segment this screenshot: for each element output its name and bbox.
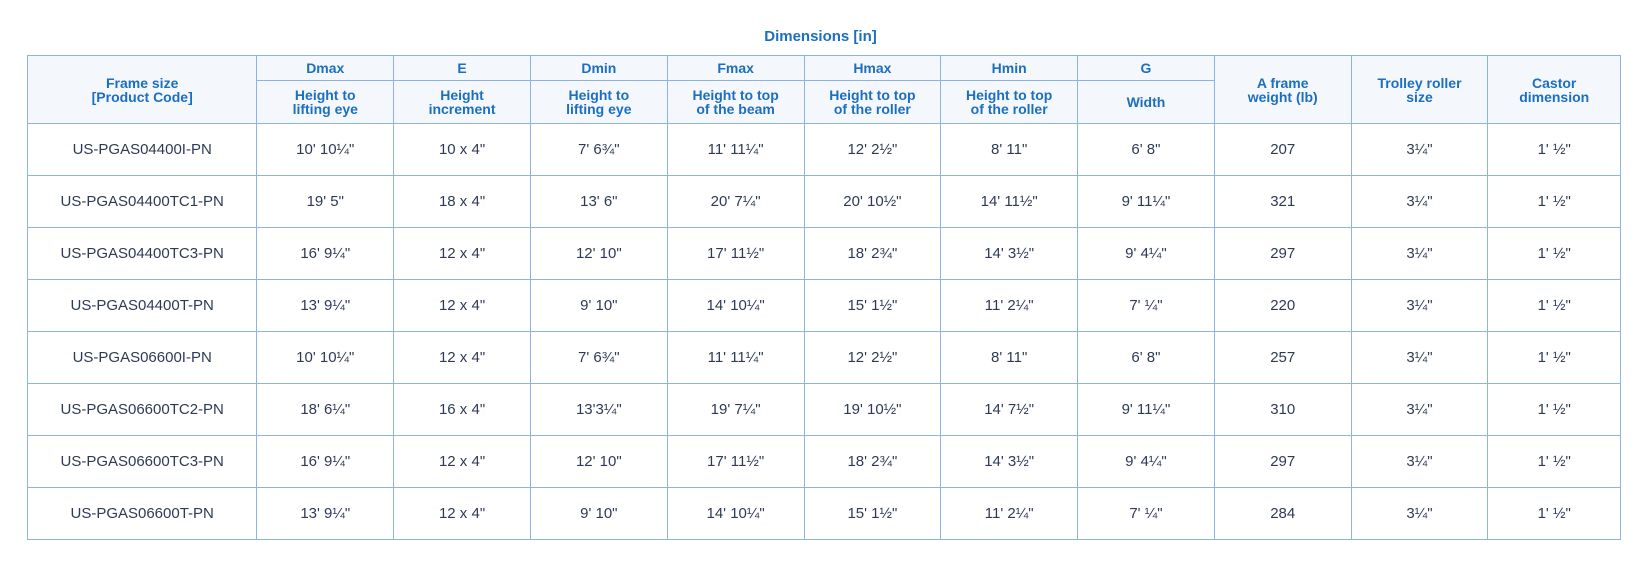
cell-castor: 1' ½" xyxy=(1488,436,1621,488)
cell-fmax: 14' 10¼" xyxy=(667,280,804,332)
cell-weight: 284 xyxy=(1214,488,1351,540)
cell-weight: 310 xyxy=(1214,384,1351,436)
header-desc-dmax: Height to lifting eye xyxy=(257,81,394,124)
cell-dmin: 7' 6¾" xyxy=(530,332,667,384)
cell-product-code: US-PGAS04400T-PN xyxy=(28,280,257,332)
cell-roller: 3¼" xyxy=(1351,228,1488,280)
cell-g: 7' ¼" xyxy=(1078,488,1215,540)
cell-dmin: 13' 6" xyxy=(530,176,667,228)
table-body xyxy=(28,124,1621,540)
cell-roller: 3¼" xyxy=(1351,280,1488,332)
cell-hmin: 14' 11½" xyxy=(941,176,1078,228)
cell-weight: 321 xyxy=(1214,176,1351,228)
cell-hmin: 8' 11" xyxy=(941,332,1078,384)
table-header xyxy=(28,56,1621,124)
cell-fmax: 20' 7¼" xyxy=(667,176,804,228)
cell-hmax: 15' 1½" xyxy=(804,488,941,540)
cell-product-code: US-PGAS06600TC3-PN xyxy=(28,436,257,488)
header-symbol-e: E xyxy=(394,56,531,81)
cell-hmax: 18' 2¾" xyxy=(804,436,941,488)
cell-dmax: 19' 5" xyxy=(257,176,394,228)
cell-roller: 3¼" xyxy=(1351,124,1488,176)
cell-roller: 3¼" xyxy=(1351,176,1488,228)
table-row xyxy=(28,384,1621,436)
cell-hmin: 8' 11" xyxy=(941,124,1078,176)
cell-e: 12 x 4" xyxy=(394,436,531,488)
cell-e: 12 x 4" xyxy=(394,488,531,540)
table-row xyxy=(28,280,1621,332)
cell-fmax: 11' 11¼" xyxy=(667,124,804,176)
cell-product-code: US-PGAS04400TC3-PN xyxy=(28,228,257,280)
cell-dmax: 13' 9¼" xyxy=(257,280,394,332)
cell-fmax: 17' 11½" xyxy=(667,436,804,488)
cell-fmax: 19' 7¼" xyxy=(667,384,804,436)
header-row-symbols xyxy=(28,56,1621,81)
header-trolley-roller-size: Trolley roller size xyxy=(1351,56,1488,124)
header-desc-dmin: Height to lifting eye xyxy=(530,81,667,124)
cell-weight: 297 xyxy=(1214,228,1351,280)
header-desc-fmax: Height to top of the beam xyxy=(667,81,804,124)
dimensions-title: Dimensions [in] xyxy=(764,28,877,45)
dimensions-table xyxy=(27,55,1621,540)
cell-castor: 1' ½" xyxy=(1488,176,1621,228)
cell-castor: 1' ½" xyxy=(1488,228,1621,280)
cell-product-code: US-PGAS06600TC2-PN xyxy=(28,384,257,436)
cell-hmin: 14' 3½" xyxy=(941,436,1078,488)
cell-castor: 1' ½" xyxy=(1488,280,1621,332)
cell-dmax: 18' 6¼" xyxy=(257,384,394,436)
cell-g: 9' 11¼" xyxy=(1078,176,1215,228)
cell-e: 16 x 4" xyxy=(394,384,531,436)
cell-castor: 1' ½" xyxy=(1488,332,1621,384)
table-row xyxy=(28,124,1621,176)
cell-castor: 1' ½" xyxy=(1488,488,1621,540)
cell-dmin: 9' 10" xyxy=(530,488,667,540)
header-symbol-dmin: Dmin xyxy=(530,56,667,81)
cell-product-code: US-PGAS04400TC1-PN xyxy=(28,176,257,228)
header-symbol-g: G xyxy=(1078,56,1215,81)
cell-hmin: 14' 7½" xyxy=(941,384,1078,436)
cell-weight: 257 xyxy=(1214,332,1351,384)
cell-e: 12 x 4" xyxy=(394,280,531,332)
cell-hmax: 18' 2¾" xyxy=(804,228,941,280)
cell-hmax: 15' 1½" xyxy=(804,280,941,332)
cell-roller: 3¼" xyxy=(1351,436,1488,488)
cell-hmax: 20' 10½" xyxy=(804,176,941,228)
cell-g: 6' 8" xyxy=(1078,124,1215,176)
cell-hmin: 11' 2¼" xyxy=(941,280,1078,332)
cell-g: 6' 8" xyxy=(1078,332,1215,384)
cell-e: 18 x 4" xyxy=(394,176,531,228)
table-row xyxy=(28,228,1621,280)
cell-roller: 3¼" xyxy=(1351,384,1488,436)
table-row xyxy=(28,176,1621,228)
cell-roller: 3¼" xyxy=(1351,488,1488,540)
header-desc-hmax: Height to top of the roller xyxy=(804,81,941,124)
cell-dmax: 10' 10¼" xyxy=(257,124,394,176)
cell-dmax: 16' 9¼" xyxy=(257,228,394,280)
cell-e: 10 x 4" xyxy=(394,124,531,176)
table-row xyxy=(28,332,1621,384)
cell-product-code: US-PGAS06600I-PN xyxy=(28,332,257,384)
header-symbol-hmax: Hmax xyxy=(804,56,941,81)
cell-hmax: 19' 10½" xyxy=(804,384,941,436)
cell-weight: 207 xyxy=(1214,124,1351,176)
cell-dmin: 12' 10" xyxy=(530,228,667,280)
cell-castor: 1' ½" xyxy=(1488,384,1621,436)
table-row xyxy=(28,436,1621,488)
cell-roller: 3¼" xyxy=(1351,332,1488,384)
cell-dmin: 7' 6¾" xyxy=(530,124,667,176)
header-a-frame-weight: A frame weight (lb) xyxy=(1214,56,1351,124)
header-symbol-dmax: Dmax xyxy=(257,56,394,81)
cell-product-code: US-PGAS04400I-PN xyxy=(28,124,257,176)
cell-dmax: 16' 9¼" xyxy=(257,436,394,488)
header-symbol-hmin: Hmin xyxy=(941,56,1078,81)
cell-e: 12 x 4" xyxy=(394,332,531,384)
cell-dmin: 13'3¼" xyxy=(530,384,667,436)
cell-product-code: US-PGAS06600T-PN xyxy=(28,488,257,540)
cell-fmax: 14' 10¼" xyxy=(667,488,804,540)
header-symbol-fmax: Fmax xyxy=(667,56,804,81)
cell-castor: 1' ½" xyxy=(1488,124,1621,176)
cell-fmax: 17' 11½" xyxy=(667,228,804,280)
cell-dmax: 13' 9¼" xyxy=(257,488,394,540)
cell-e: 12 x 4" xyxy=(394,228,531,280)
cell-hmin: 14' 3½" xyxy=(941,228,1078,280)
cell-g: 9' 11¼" xyxy=(1078,384,1215,436)
cell-dmin: 9' 10" xyxy=(530,280,667,332)
cell-g: 9' 4¼" xyxy=(1078,228,1215,280)
cell-g: 9' 4¼" xyxy=(1078,436,1215,488)
cell-hmin: 11' 2¼" xyxy=(941,488,1078,540)
header-frame-size: Frame size [Product Code] xyxy=(28,56,257,124)
cell-dmax: 10' 10¼" xyxy=(257,332,394,384)
header-desc-hmin: Height to top of the roller xyxy=(941,81,1078,124)
cell-hmax: 12' 2½" xyxy=(804,124,941,176)
cell-weight: 220 xyxy=(1214,280,1351,332)
header-castor-dimension: Castor dimension xyxy=(1488,56,1621,124)
cell-fmax: 11' 11¼" xyxy=(667,332,804,384)
cell-weight: 297 xyxy=(1214,436,1351,488)
header-desc-e: Height increment xyxy=(394,81,531,124)
table-row xyxy=(28,488,1621,540)
cell-g: 7' ¼" xyxy=(1078,280,1215,332)
header-desc-g: Width xyxy=(1078,81,1215,124)
cell-dmin: 12' 10" xyxy=(530,436,667,488)
cell-hmax: 12' 2½" xyxy=(804,332,941,384)
